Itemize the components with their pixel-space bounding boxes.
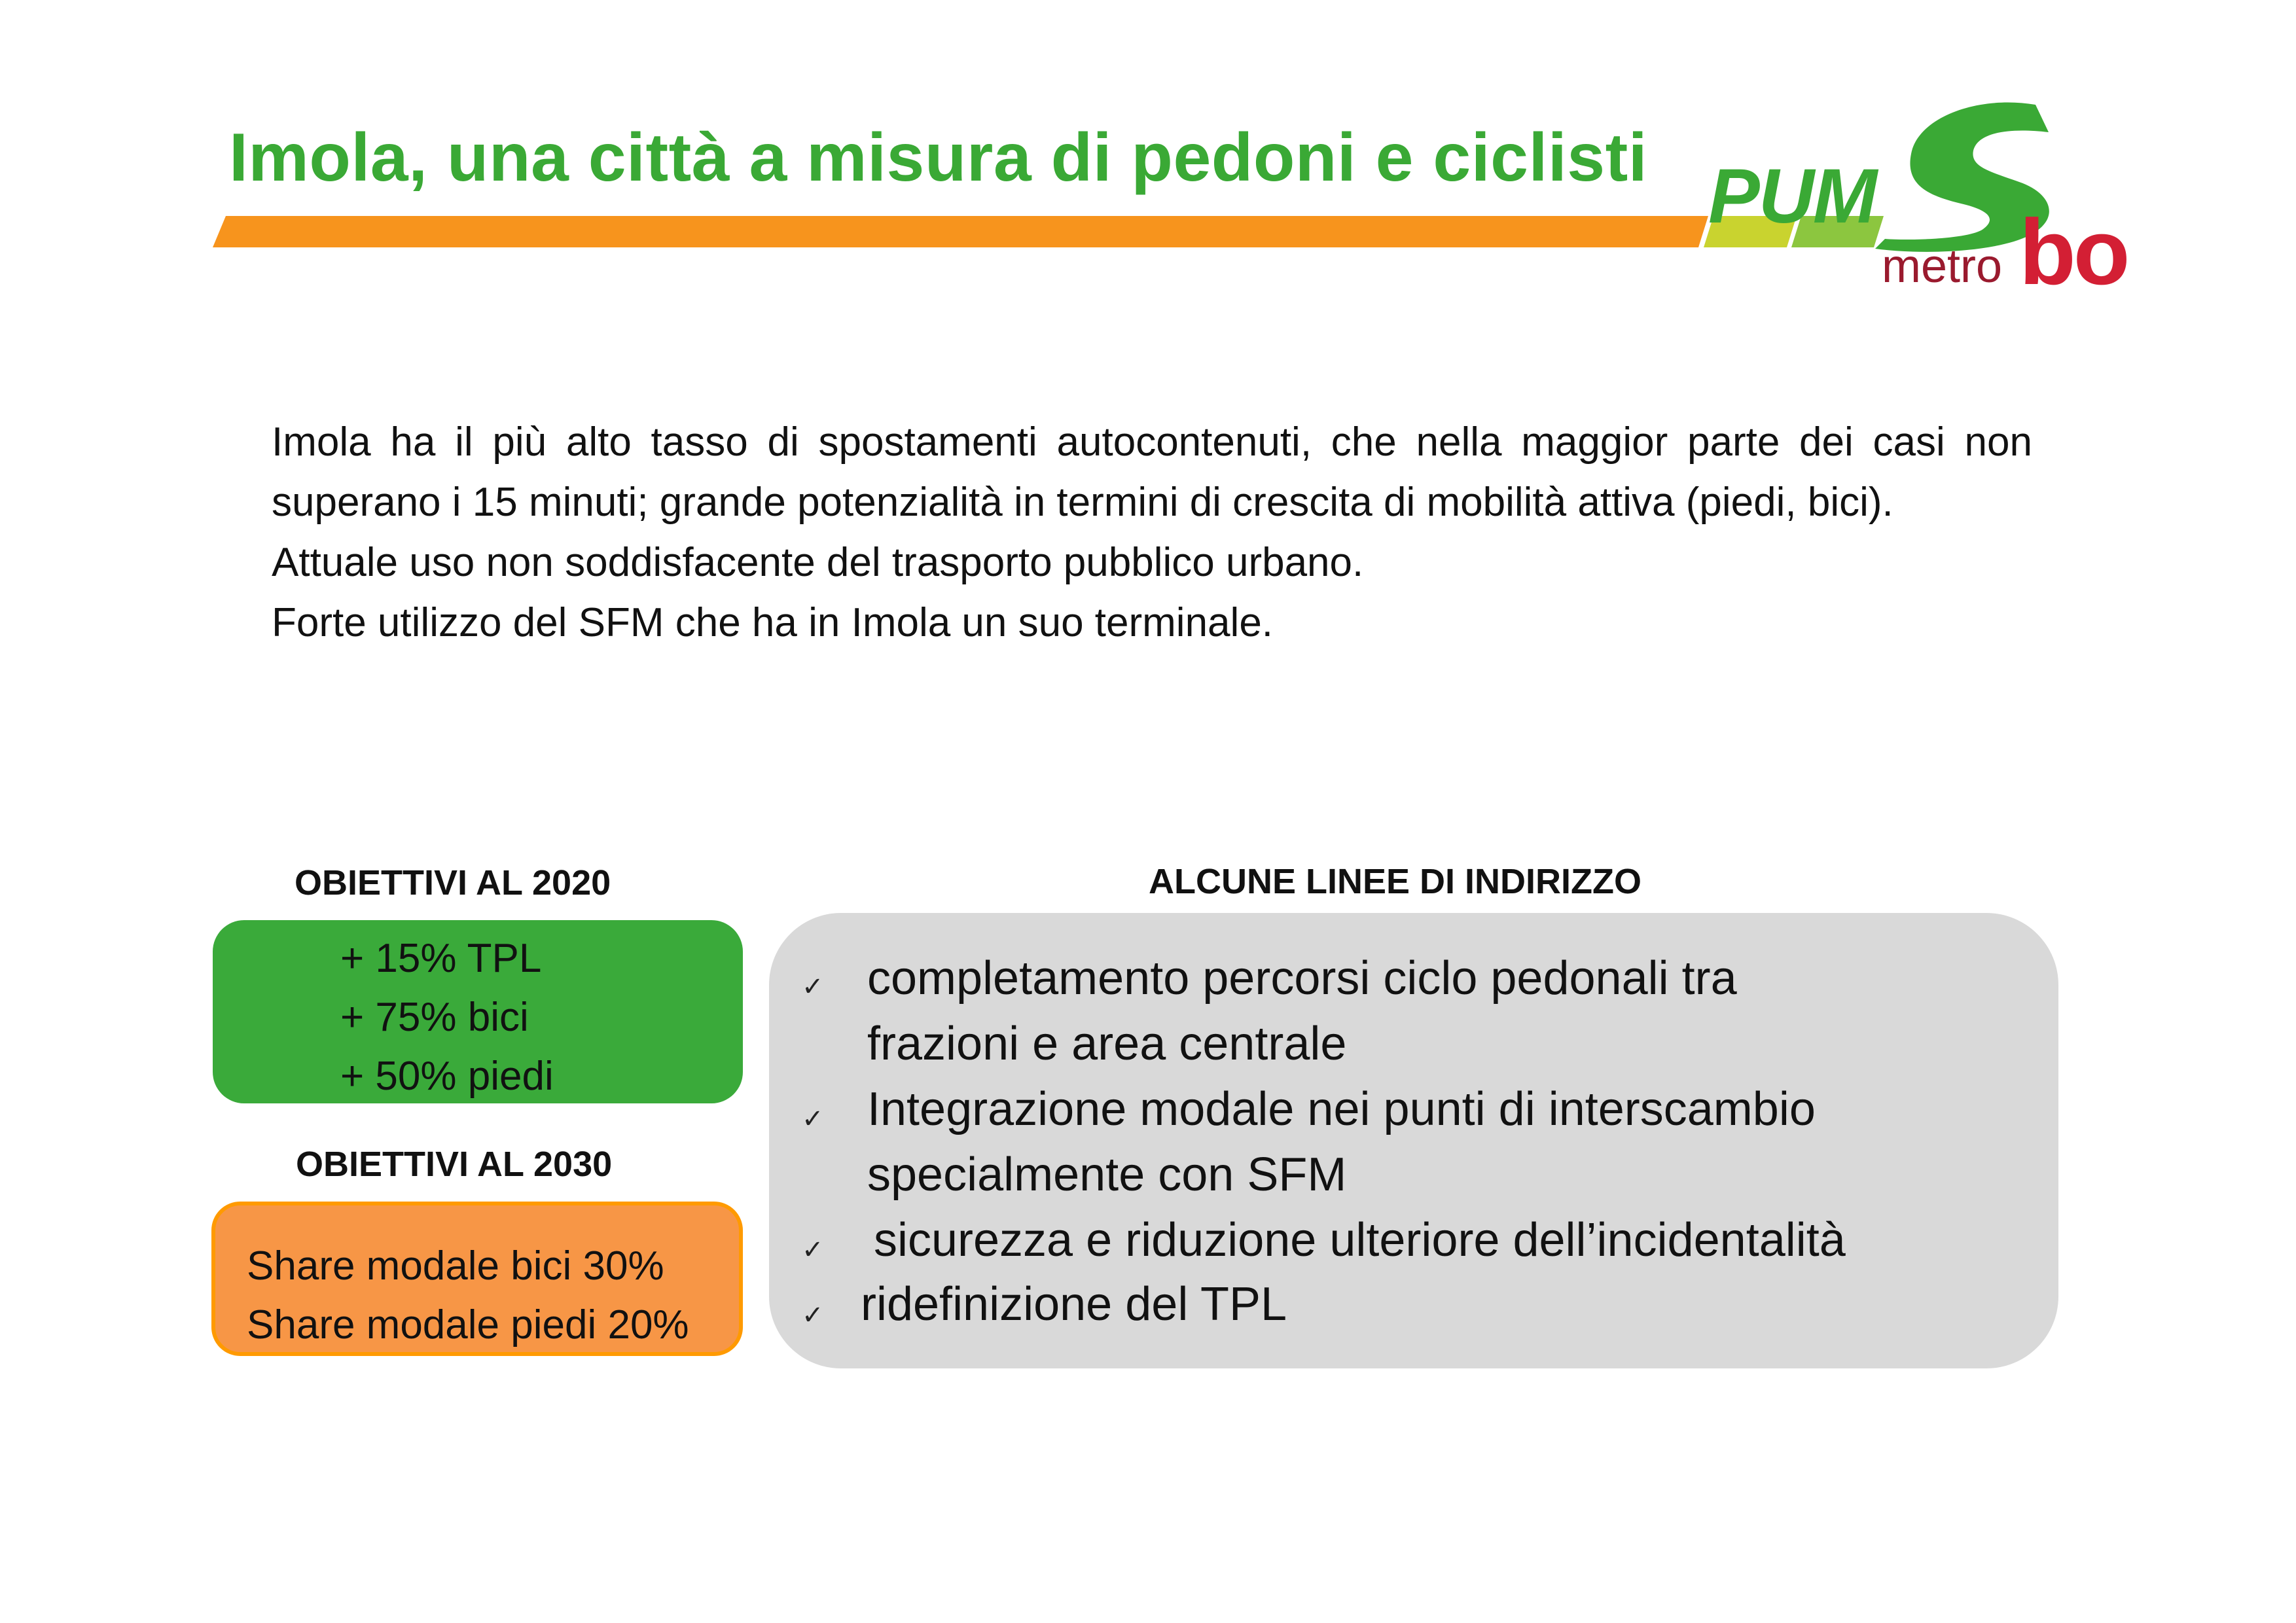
list-item: + 75% bici bbox=[340, 995, 529, 1040]
guideline-item-3-line-1: sicurezza e riduzione ulteriore dell’incidentalità bbox=[874, 1214, 1846, 1266]
objectives-2020-list bbox=[340, 929, 554, 1106]
guidelines-box bbox=[769, 913, 2058, 1368]
objectives-2030-list bbox=[247, 1237, 689, 1355]
list-item: + 15% TPL bbox=[340, 936, 542, 981]
header-stripe-bar bbox=[213, 216, 1708, 247]
objectives-2030-heading: OBIETTIVI AL 2030 bbox=[296, 1145, 613, 1184]
objectives-2020-box bbox=[213, 920, 743, 1103]
guideline-item-2-line-1: Integrazione modale nei punti di interscambio bbox=[867, 1083, 1816, 1135]
intro-line-3: Forte utilizzo del SFM che ha in Imola un suo terminale. bbox=[272, 600, 1274, 645]
intro-text bbox=[272, 412, 2032, 653]
check-icon: ✓ bbox=[802, 1105, 824, 1133]
guideline-item-2-line-2: specialmente con SFM bbox=[867, 1149, 1347, 1201]
guideline-item-4-line-1: ridefinizione del TPL bbox=[861, 1278, 1287, 1330]
check-icon: ✓ bbox=[802, 972, 824, 1001]
objectives-2030-box bbox=[211, 1202, 743, 1356]
list-item: + 50% piedi bbox=[340, 1054, 554, 1099]
intro-line-2: Attuale uso non soddisfacente del trasporto pubblico urbano. bbox=[272, 540, 1364, 585]
guidelines-heading: ALCUNE LINEE DI INDIRIZZO bbox=[1149, 862, 1641, 901]
page-title: Imola, una città a misura di pedoni e ciclisti bbox=[229, 120, 1648, 196]
list-item: Share modale piedi 20% bbox=[247, 1302, 689, 1347]
guideline-item-1-line-1: completamento percorsi ciclo pedonali tra bbox=[867, 952, 1737, 1005]
guideline-item-1-line-2: frazioni e area centrale bbox=[867, 1018, 1347, 1070]
check-icon: ✓ bbox=[802, 1301, 824, 1330]
objectives-2020-heading: OBIETTIVI AL 2020 bbox=[295, 863, 611, 902]
logo-metro-text: metro bbox=[1882, 240, 2003, 293]
logo-bo-text: bo bbox=[2019, 200, 2128, 304]
check-icon: ✓ bbox=[802, 1236, 824, 1264]
intro-paragraph: Imola ha il più alto tasso di spostamenti autocontenuti, che nella maggior parte dei casi non superano i 15 minuti; grande potenzialità in termini di crescita di mobilità attiva (piedi, bici). bbox=[272, 419, 2032, 525]
logo-pum-text: PUM bbox=[1708, 153, 1876, 240]
list-item: Share modale bici 30% bbox=[247, 1243, 664, 1289]
